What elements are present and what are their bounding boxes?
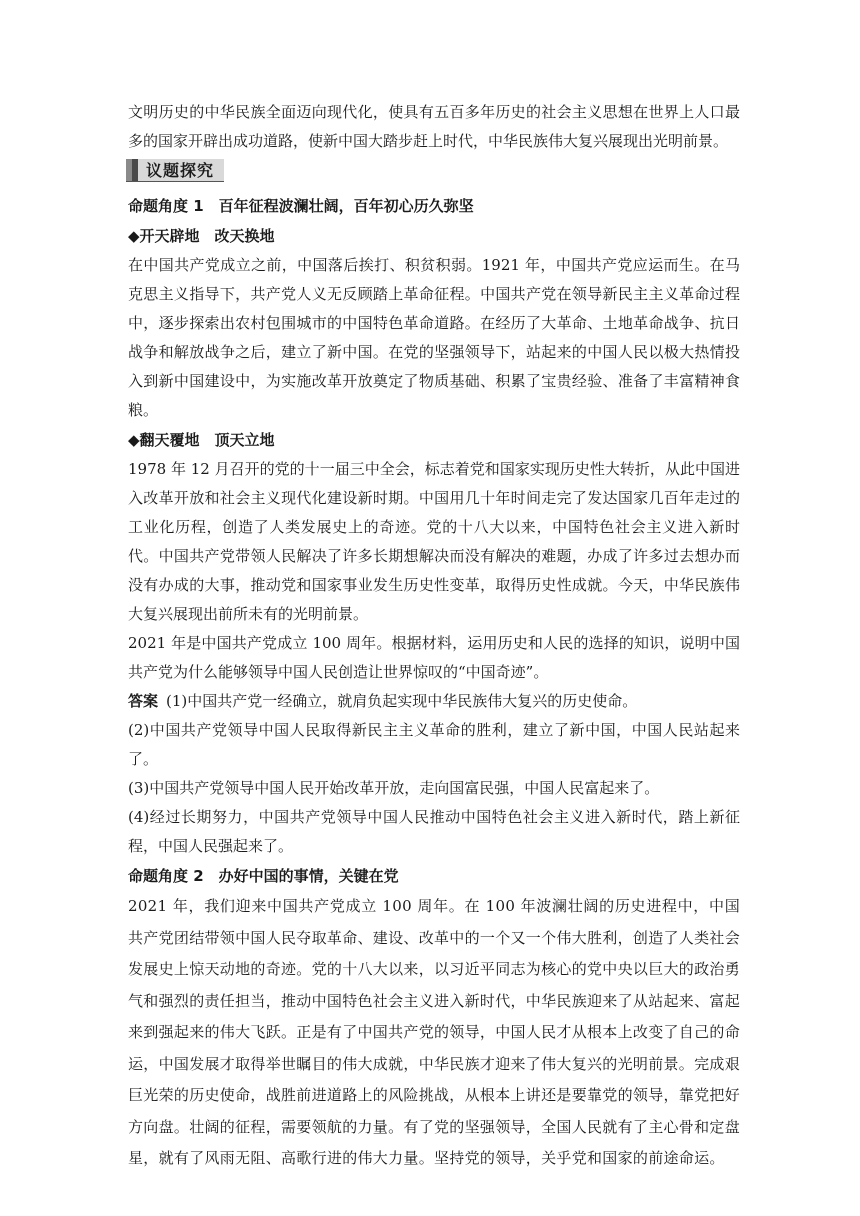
angle1-paragraph-1: 在中国共产党成立之前，中国落后挨打、积贫积弱。1921 年，中国共产党应运而生。在马克思主义指导下，共产党人义无反顾踏上革命征程。中国共产党在领导新民主主义革命过程中，逐步探索出农村包围城市的中国特色革命道路。在经历了大革命、土地革命战争、抗日战争和解放战争之后，建立了新中国。在党的坚强领导下，站起来的中国人民以极大热情投入到新中国建设中，为实施改革开放奠定了物质基础、积累了宝贵经验、准备了丰富精神食粮。 xyxy=(128,256,740,419)
answer-1-text: (1)中国共产党一经确立，就肩负起实现中华民族伟大复兴的历史使命。 xyxy=(166,692,638,710)
angle2-paragraph: 2021 年，我们迎来中国共产党成立 100 周年。在 100 年波澜壮阔的历史进程中，中国共产党团结带领中国人民夺取革命、建设、改革中的一个又一个伟大胜利，创造了人类社会发展史上惊天动地的奇迹。党的十八大以来，以习近平同志为核心的党中央以巨大的政治勇气和强烈的责任担当，推动中国特色社会主义进入新时代，中华民族迎来了从站起来、富起来到强起来的伟大飞跃。正是有了中国共产党的领导，中国人民才从根本上改变了自己的命运，中国发展才取得举世瞩目的伟大成就，中华民族才迎来了伟大复兴的光明前景。完成艰巨光荣的历史使命，战胜前进道路上的风险挑战，从根本上讲还是要靠党的领导，靠党把好方向盘。壮阔的征程，需要领航的力量。有了党的坚强领导，全国人民就有了主心骨和定盘星，就有了风雨无阻、高歌行进的伟大力量。坚持党的领导，关乎党和国家的前途命运。 xyxy=(128,897,741,1167)
angle1-subheading-1: ◆开天辟地 改天换地 xyxy=(128,227,275,245)
question-text: 2021 年是中国共产党成立 100 周年。根据材料，运用历史和人民的选择的知识，说明中国共产党为什么能够领导中国人民创造让世界惊叹的“中国奇迹”。 xyxy=(128,634,740,681)
angle1-paragraph-2: 1978 年 12 月召开的党的十一届三中全会，标志着党和国家实现历史性大转折，从此中国进入改革开放和社会主义现代化建设新时期。中国用几十年时间走完了发达国家几百年走过的工业化历程，创造了人类发展史上的奇迹。党的十八大以来，中国特色社会主义进入新时代。中国共产党带领人民解决了许多长期想解决而没有解决的难题，办成了许多过去想办而没有办成的大事，推动党和国家事业发生历史性变革，取得历史性成就。今天，中华民族伟大复兴展现出前所未有的光明前景。 xyxy=(128,460,740,623)
angle2-heading: 命题角度 2 办好中国的事情，关键在党 xyxy=(128,867,399,885)
angle1-heading: 命题角度 1 百年征程波澜壮阔，百年初心历久弥坚 xyxy=(128,197,474,215)
answer-line-2: (2)中国共产党领导中国人民取得新民主主义革命的胜利，建立了新中国，中国人民站起来了。 xyxy=(128,721,740,768)
section-header-underline xyxy=(126,181,224,182)
document-page xyxy=(128,98,740,1175)
answer-label: 答案 xyxy=(128,692,159,710)
intro-paragraph: 文明历史的中华民族全面迈向现代化，使具有五百多年历史的社会主义思想在世界上人口最多的国家开辟出成功道路，使新中国大踏步赶上时代，中华民族伟大复兴展现出光明前景。 xyxy=(128,103,740,150)
section-title: 议题探究 xyxy=(146,161,215,180)
answer-line-4: (4)经过长期努力，中国共产党领导中国人民推动中国特色社会主义进入新时代，踏上新征程，中国人民强起来了。 xyxy=(128,808,740,855)
section-header xyxy=(126,159,740,183)
answer-line-3: (3)中国共产党领导中国人民开始改革开放，走向国富民强，中国人民富起来了。 xyxy=(128,779,660,797)
answer-line-1 xyxy=(128,687,740,716)
angle1-subheading-2: ◆翻天覆地 顶天立地 xyxy=(128,431,275,449)
